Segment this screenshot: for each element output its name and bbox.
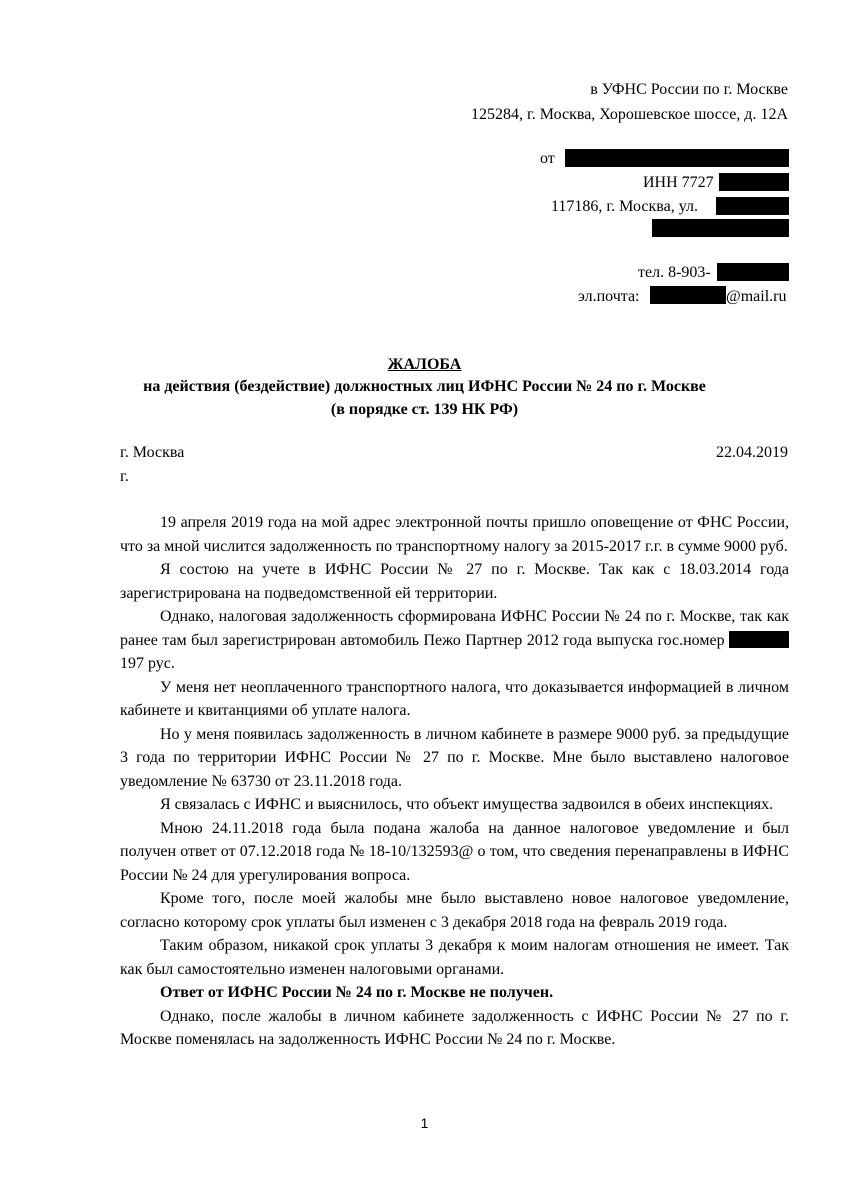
sender-email-label: эл.почта: <box>578 288 640 305</box>
document-title <box>0 354 849 376</box>
paragraph-1: 19 апреля 2019 года на мой адрес электронной почты пришло оповещение от ФНС России, что за мной числится задолженность по транспортному налогу за 2015-2017 г.г. в сумме 9000 руб. <box>120 514 789 555</box>
paragraph-6: Я связалась с ИФНС и выяснилось, что объект имущества задвоился в обеих инспекциях. <box>160 796 774 813</box>
paragraph-3-text: Однако, налоговая задолженность сформирована ИФНС России № 24 по г. Москве, так как ранее там был зарегистрирован автомобиль Пежо Партнер 2012 года выпуска гос.номер <box>120 608 789 649</box>
sender-email-suffix: @mail.ru <box>726 288 787 305</box>
title-line-3: (в порядке ст. 139 НК РФ) <box>330 401 519 418</box>
sender-phone-label: тел. 8-903- <box>638 264 711 281</box>
redaction-sender-address-2 <box>652 219 789 237</box>
title-line-2: на действия (бездействие) должностных лиц ИФНС России № 24 по г. Москве <box>143 378 706 395</box>
redaction-sender-name <box>565 149 789 167</box>
date: 22.04.2019 <box>716 444 788 461</box>
sender-inn-label: ИНН 7727 <box>643 174 714 191</box>
paragraph-10: Ответ от ИФНС России № 24 по г. Москве не получен. <box>160 984 554 1001</box>
page-number: 1 <box>420 1115 429 1131</box>
redaction-sender-street <box>716 197 789 215</box>
paragraph-3 <box>120 605 789 676</box>
paragraph-8: Кроме того, после моей жалобы мне было выставлено новое налоговое уведомление, согласно которому срок уплаты был изменен с 3 декабря 2018 года на февраль 2019 года. <box>120 890 789 931</box>
paragraph-3-tail: 197 рус. <box>120 655 175 672</box>
sender-from-label: от <box>540 150 555 167</box>
redaction-sender-email <box>650 286 726 304</box>
redaction-sender-inn <box>719 173 789 191</box>
paragraph-7: Мною 24.11.2018 года была подана жалоба на данное налоговое уведомление и был получен ответ от 07.12.2018 года № 18-10/132593@ о том, что сведения перенаправлены в ИФНС России № 24 для урегулирования вопроса. <box>120 819 789 884</box>
redaction-plate-number <box>729 631 789 648</box>
title-line-1: ЖАЛОБА <box>387 356 462 373</box>
paragraph-4: У меня нет неоплаченного транспортного налога, что доказывается информацией в личном кабинете и квитанциями об уплате налога. <box>120 678 789 719</box>
addressee-line-2: 125284, г. Москва, Хорошевское шоссе, д. 12А <box>470 106 788 123</box>
place: г. Москва <box>120 444 185 461</box>
complaint-body <box>120 511 789 1052</box>
addressee-line-1: в УФНС России по г. Москве <box>590 81 788 98</box>
paragraph-11: Однако, после жалобы в личном кабинете задолженность с ИФНС России № 27 по г. Москве поменялась на задолженность ИФНС России № 24 по г. Москве. <box>120 1007 789 1048</box>
paragraph-5: Но у меня появилась задолженность в личном кабинете в размере 9000 руб. за предыдущие 3 года по территории ИФНС России № 27 по г. Москве. Мне было выставлено налоговое уведомление № 63730 от 23.11.2018 года. <box>120 725 789 790</box>
sender-address-label: 117186, г. Москва, ул. <box>551 198 698 215</box>
paragraph-9: Таким образом, никакой срок уплаты 3 декабря к моим налогам отношения не имеет. Так как был самостоятельно изменен налоговыми органами. <box>120 937 789 978</box>
place-second: г. <box>120 468 129 485</box>
redaction-sender-phone <box>717 263 789 281</box>
paragraph-2: Я состою на учете в ИФНС России № 27 по г. Москве. Так как с 18.03.2014 года зарегистрирована на подведомственной ей территории. <box>120 561 789 602</box>
